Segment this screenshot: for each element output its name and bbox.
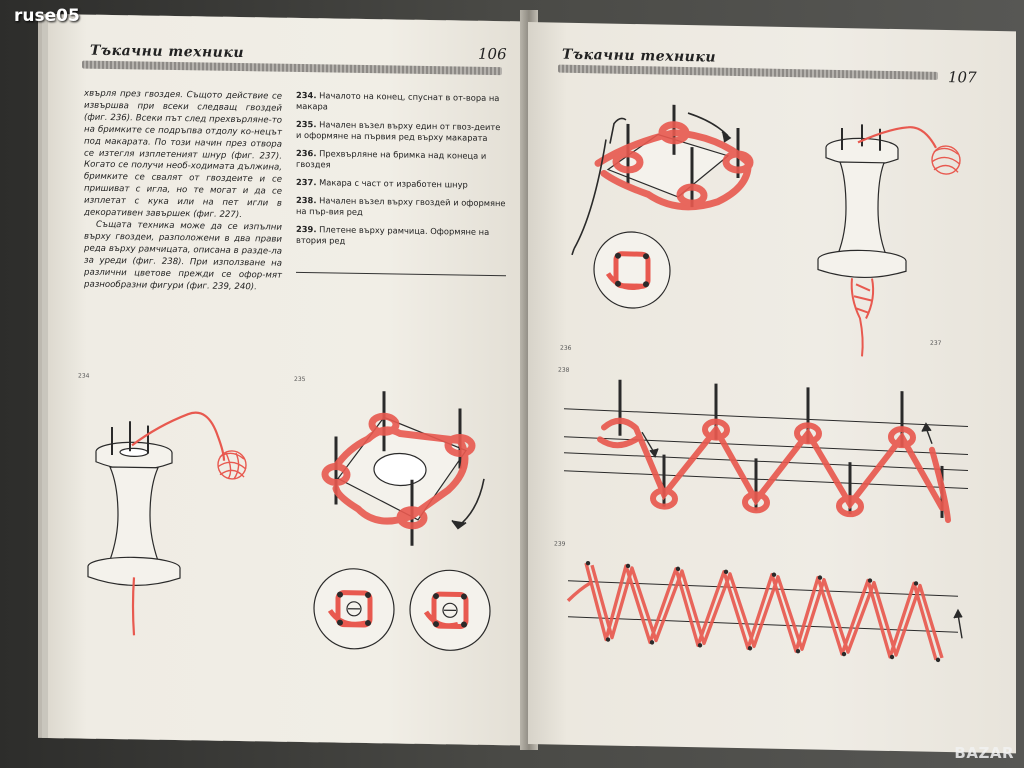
right-page <box>528 22 1016 753</box>
fig-label-234: 234 <box>78 372 90 380</box>
bazar-logo: BAZAR <box>954 744 1014 762</box>
fig-label-235: 235 <box>294 375 306 384</box>
fig-label-236: 236 <box>560 344 572 352</box>
caption-238: 238. Начален възел върху гвоздей и оформяне на пър-вия ред <box>296 194 506 217</box>
caption-237: 237. Макара с част от изработен шнур <box>296 176 468 190</box>
fig-label-237: 237 <box>930 339 942 347</box>
paragraph-2: Същата техника може да се изпълни върху гвоздеи, разположени в два прави реда върху рамчицата, описана в разде-ла за уреди (фиг. 238). При използване на различни цветове прежди се офор-мят разнообразни фигури (фиг. 239, 240). <box>84 219 282 292</box>
left-page-number: 106 <box>478 44 507 64</box>
caption-236: 236. Прехвърляне на бримка над конеца и гвоздея <box>296 147 487 170</box>
figure-234-spool-illustration <box>48 14 532 746</box>
uploader-watermark: ruse05 <box>14 6 80 26</box>
figure-239-dense-zigzag-illustration <box>528 22 1016 753</box>
left-header-title: Тъкачни техники <box>90 42 245 62</box>
caption-239: 239. Плетене върху рамчица. Оформяне на втория ред <box>296 223 490 246</box>
left-page <box>48 14 532 746</box>
right-header-title: Тъкачни техники <box>562 46 717 66</box>
caption-235: 235. Начален възел върху един от гвоз-деите и оформяне на първия ред върху макарата <box>296 118 501 143</box>
fig-label-238: 238 <box>558 366 570 374</box>
paragraph-1: хвърля през гвоздея. Същото действие се извършва при всеки следващ гвоздей (фиг. 236). Всеки път след прехвърляне-то на бримките се подръпва отдолу ко-нецът под макарата. По този начин през отвора се изтегля изплетеният шнур (фиг. 237). Когато се получи необ-ходимата дължина, бримките се свалят от гвоздеите и се пришиват с игла, но те могат и да се изплетат с кука или на пет игли в декоративен завършек (фиг. 227). <box>84 88 282 221</box>
caption-234: 234. Началото на конец, спуснат в от-вора на макара <box>296 89 500 112</box>
fig-label-239: 239 <box>554 540 566 548</box>
right-page-number: 107 <box>948 68 977 87</box>
